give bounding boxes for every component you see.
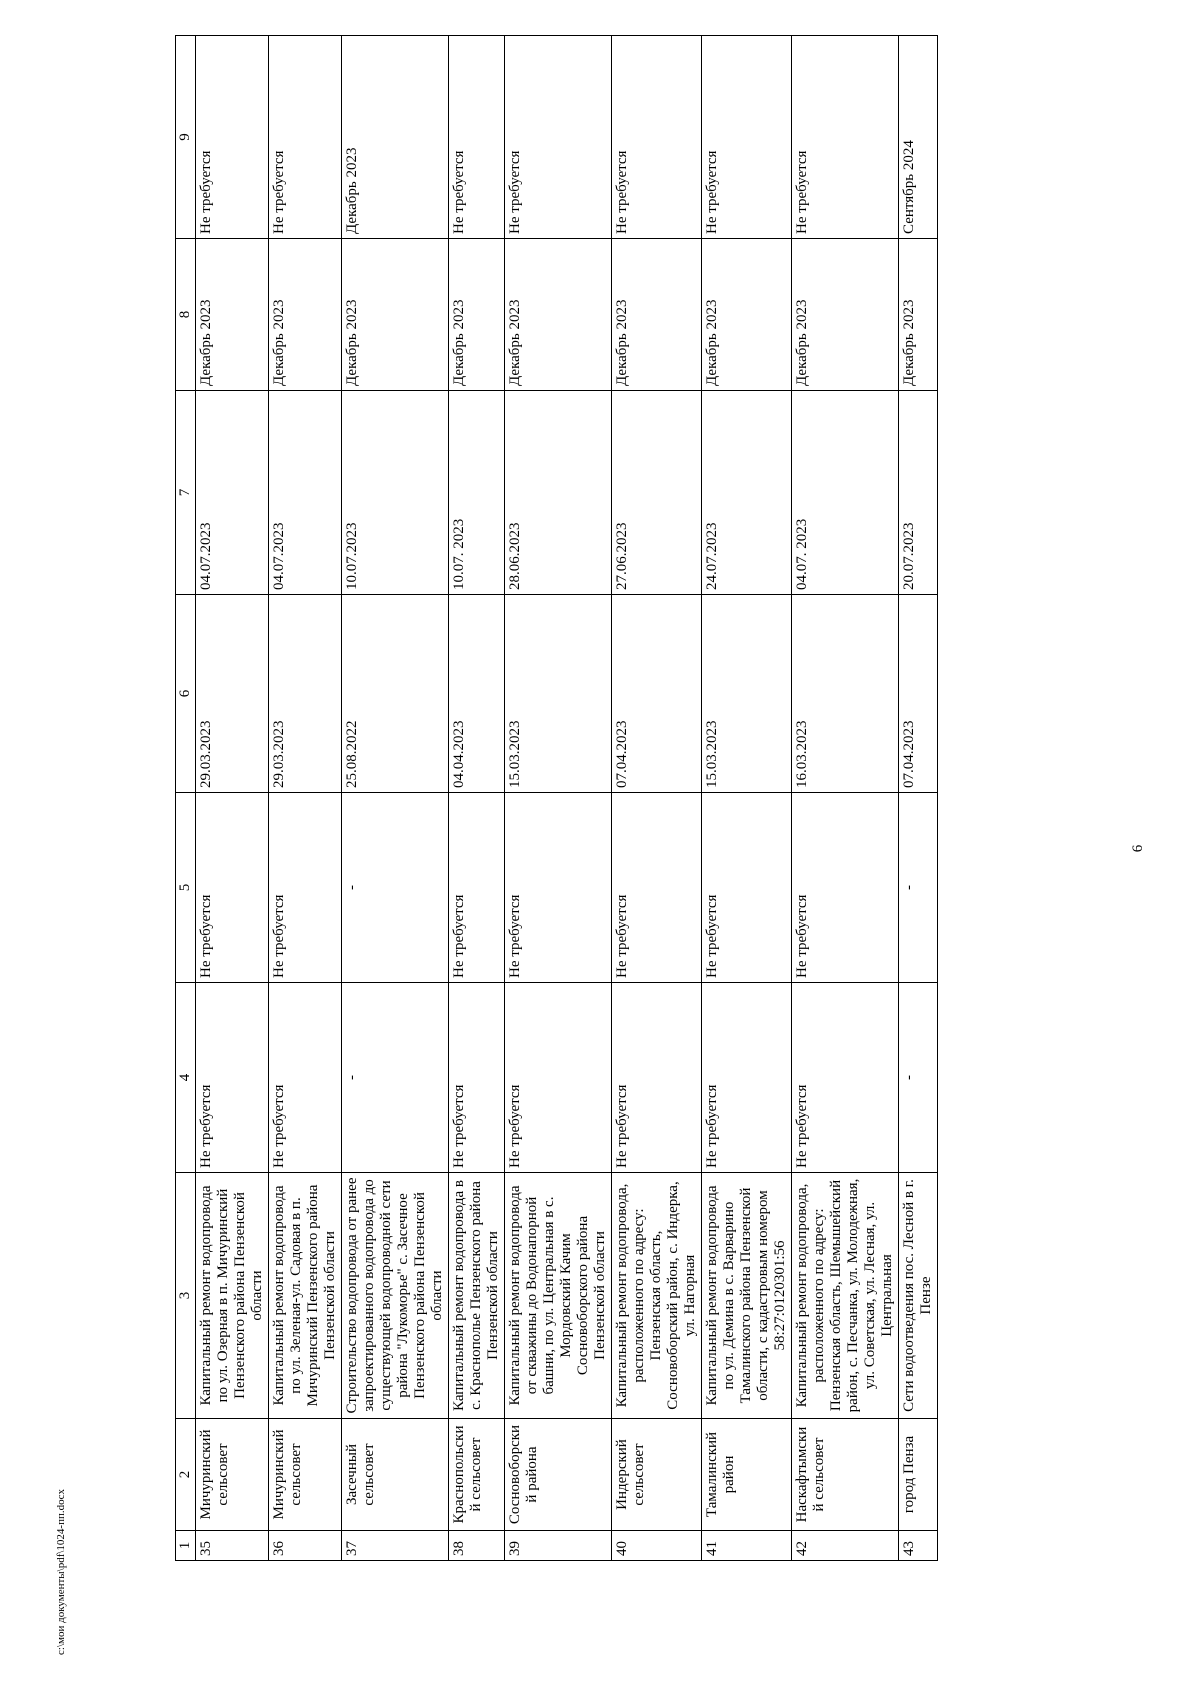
table-cell: 04.04.2023 [449, 595, 505, 793]
table-cell: 15.03.2023 [702, 595, 792, 793]
row-number: 37 [342, 1531, 449, 1561]
object-name: Капитальный ремонт водопровода по ул. Озерная в п. Мичуринский Пензенского района Пензенской области [196, 1173, 269, 1419]
table-cell: Не требуется [196, 983, 269, 1173]
object-name: Сети водоотведения пос. Лесной в г. Пензе [899, 1173, 938, 1419]
row-number: 40 [612, 1531, 702, 1561]
table-cell: Не требуется [269, 36, 342, 239]
table-cell: Декабрь 2023 [342, 239, 449, 391]
object-name: Капитальный ремонт водопровода по ул. Зеленая-ул. Садовая в п. Мичуринский Пензенского района Пензенской области [269, 1173, 342, 1419]
row-number: 43 [899, 1531, 938, 1561]
table-cell: 27.06.2023 [612, 391, 702, 595]
table-row [612, 36, 702, 1561]
footer-file-path: c:\мои документы\pdf\1024-пп.docx [55, 1488, 67, 1655]
municipality: Тамалинский район [702, 1419, 792, 1531]
municipality: Индерский сельсовет [612, 1419, 702, 1531]
table-cell: Не требуется [505, 983, 612, 1173]
table-cell: Не требуется [196, 793, 269, 983]
table-cell: Не требуется [449, 793, 505, 983]
table-cell: 29.03.2023 [196, 595, 269, 793]
table-row [792, 36, 899, 1561]
header-cell: 7 [176, 391, 196, 595]
header-cell: 6 [176, 595, 196, 793]
header-cell: 8 [176, 239, 196, 391]
table-cell: 07.04.2023 [899, 595, 938, 793]
table-cell: Не требуется [449, 36, 505, 239]
table-cell: 04.07.2023 [269, 391, 342, 595]
data-table [175, 35, 938, 1561]
table-cell: Не требуется [505, 793, 612, 983]
table-cell: Не требуется [792, 983, 899, 1173]
municipality: Сосновоборский района [505, 1419, 612, 1531]
table-row [196, 36, 269, 1561]
table-row [899, 36, 938, 1561]
municipality: Мичуринский сельсовет [269, 1419, 342, 1531]
table-cell: Не требуется [269, 793, 342, 983]
table-cell: Декабрь 2023 [612, 239, 702, 391]
table-cell: Не требуется [449, 983, 505, 1173]
object-name: Капитальный ремонт водопровода, расположенного по адресу: Пензенская область, Сосновоборский район, с. Индерка, ул. Нагорная [612, 1173, 702, 1419]
table-row [342, 36, 449, 1561]
table-cell: Не требуется [702, 793, 792, 983]
object-name: Капитальный ремонт водопровода по ул. Демина в с. Варварино Тамалинского района Пензенской области, с кадастровым номером 58:27:0120301:56 [702, 1173, 792, 1419]
object-name: Капитальный ремонт водопровода от скважины до Водонапорной башни, по ул. Центральная в с. Мордовский Качим Сосновоборского района Пензенской области [505, 1173, 612, 1419]
table-cell: Декабрь 2023 [449, 239, 505, 391]
row-number: 39 [505, 1531, 612, 1561]
table-cell: Не требуется [505, 36, 612, 239]
table-cell: - [342, 793, 449, 983]
table-cell: Декабрь 2023 [342, 36, 449, 239]
municipality: Засечный сельсовет [342, 1419, 449, 1531]
table-row [449, 36, 505, 1561]
header-cell: 3 [176, 1173, 196, 1419]
object-name: Капитальный ремонт водопровода, расположенного по адресу: Пензенская область, Шемышейский район, с. Песчанка, ул. Молодежная, ул. Советская, ул. Лесная, ул. Центральная [792, 1173, 899, 1419]
table-cell: Декабрь 2023 [792, 239, 899, 391]
table-cell: Не требуется [196, 36, 269, 239]
header-cell: 5 [176, 793, 196, 983]
table-cell: 15.03.2023 [505, 595, 612, 793]
table-cell: - [899, 983, 938, 1173]
table-row [702, 36, 792, 1561]
table-cell: 10.07.2023 [342, 391, 449, 595]
table-cell: 04.07. 2023 [792, 391, 899, 595]
table-cell: Не требуется [702, 36, 792, 239]
table-cell: 07.04.2023 [612, 595, 702, 793]
table-cell: Не требуется [612, 983, 702, 1173]
object-name: Строительство водопровода от ранее запроектированного водопровода до существующей водопроводной сети района "Лукоморье" с. Засечное Пензенского района Пензенской области [342, 1173, 449, 1419]
table-cell: 16.03.2023 [792, 595, 899, 793]
table-cell: Декабрь 2023 [899, 239, 938, 391]
municipality: Наскафтымский сельсовет [792, 1419, 899, 1531]
table-cell: Не требуется [612, 36, 702, 239]
header-cell: 4 [176, 983, 196, 1173]
table-cell: 10.07. 2023 [449, 391, 505, 595]
row-number: 36 [269, 1531, 342, 1561]
row-number: 35 [196, 1531, 269, 1561]
table-cell: Не требуется [792, 793, 899, 983]
table-cell: 24.07.2023 [702, 391, 792, 595]
municipality: Мичуринский сельсовет [196, 1419, 269, 1531]
object-name: Капитальный ремонт водопровода в с. Краснополье Пензенского района Пензенской области [449, 1173, 505, 1419]
table-cell: 29.03.2023 [269, 595, 342, 793]
table-cell: 25.08.2022 [342, 595, 449, 793]
municipality: город Пенза [899, 1419, 938, 1531]
municipality: Краснопольский сельсовет [449, 1419, 505, 1531]
row-number: 38 [449, 1531, 505, 1561]
table-cell: - [342, 983, 449, 1173]
table-cell: Не требуется [792, 36, 899, 239]
table-cell: Не требуется [612, 793, 702, 983]
table-cell: Декабрь 2023 [505, 239, 612, 391]
table-cell: Декабрь 2023 [196, 239, 269, 391]
header-row [176, 36, 196, 1561]
page-number: 6 [1130, 844, 1146, 853]
table-cell: Сентябрь 2024 [899, 36, 938, 239]
table-cell: Декабрь 2023 [702, 239, 792, 391]
table-cell: 28.06.2023 [505, 391, 612, 595]
row-number: 42 [792, 1531, 899, 1561]
table-cell: 20.07.2023 [899, 391, 938, 595]
table-row [505, 36, 612, 1561]
table-cell: - [899, 793, 938, 983]
header-cell: 1 [176, 1531, 196, 1561]
table-row [269, 36, 342, 1561]
header-cell: 2 [176, 1419, 196, 1531]
table-cell: Не требуется [269, 983, 342, 1173]
table-cell: Декабрь 2023 [269, 239, 342, 391]
row-number: 41 [702, 1531, 792, 1561]
header-cell: 9 [176, 36, 196, 239]
table-cell: 04.07.2023 [196, 391, 269, 595]
table-cell: Не требуется [702, 983, 792, 1173]
